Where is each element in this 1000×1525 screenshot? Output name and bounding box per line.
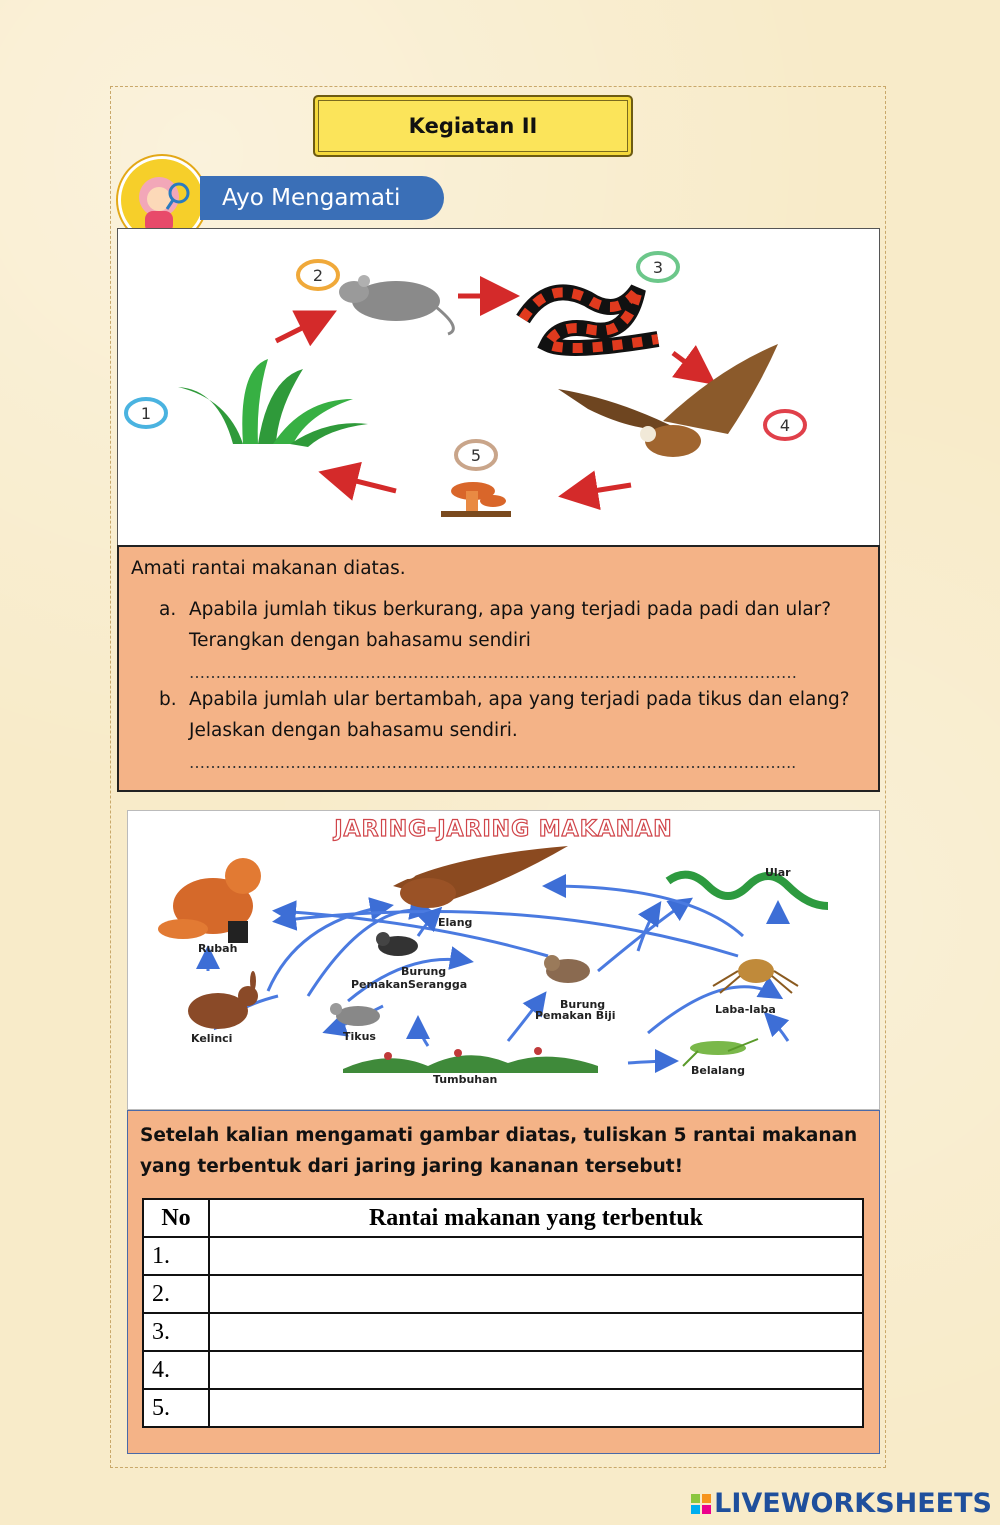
food-web-panel xyxy=(127,810,880,1110)
question-1b-line1: Apabila jumlah ular bertambah, apa yang terjadi pada tikus dan elang? xyxy=(189,689,850,710)
ayo-mengamati-banner: Ayo Mengamati xyxy=(200,176,444,220)
table-row xyxy=(143,1351,863,1389)
row-number: 4. xyxy=(143,1351,209,1389)
label-tumbuhan: Tumbuhan xyxy=(433,1073,498,1086)
brand-text: LIVEWORKSHEETS xyxy=(714,1488,992,1519)
table-row xyxy=(143,1237,863,1275)
question-1b xyxy=(159,689,850,710)
plants-illustration xyxy=(343,1047,598,1073)
badge-5 xyxy=(456,441,496,469)
label-burung-biji-2: Pemakan Biji xyxy=(535,1009,616,1022)
svg-text:1: 1 xyxy=(140,404,152,423)
mouse-illustration-web xyxy=(330,1003,380,1026)
question-2-text: Setelah kalian mengamati gambar diatas, tuliskan 5 rantai makanan yang terbentuk dari jaring jaring kananan tersebut! xyxy=(140,1125,858,1177)
liveworksheets-icon xyxy=(691,1494,711,1514)
badge-2 xyxy=(298,261,338,289)
label-laba-laba: Laba-laba xyxy=(715,1003,776,1016)
row-number: 3. xyxy=(143,1313,209,1351)
badge-4 xyxy=(765,411,805,439)
grasshopper-illustration xyxy=(683,1039,758,1066)
question-2-box xyxy=(127,1110,880,1454)
arrow-1-2 xyxy=(276,315,328,341)
label-ular: Ular xyxy=(765,866,791,879)
insectivore-bird-illustration xyxy=(376,932,418,956)
col-header-no: No xyxy=(143,1199,209,1237)
label-burung-biji-1: Burung xyxy=(560,998,606,1011)
food-web-arrows xyxy=(208,886,788,1063)
fox-illustration xyxy=(158,858,261,943)
table-row xyxy=(143,1275,863,1313)
mouse-illustration xyxy=(339,275,453,334)
answer-cell-4[interactable] xyxy=(209,1351,863,1389)
question-1b-marker: b. xyxy=(159,689,177,710)
row-number: 1. xyxy=(143,1237,209,1275)
snake-illustration xyxy=(523,289,658,348)
question-1a-marker: a. xyxy=(159,599,177,620)
liveworksheets-logo xyxy=(691,1488,992,1519)
answer-cell-3[interactable] xyxy=(209,1313,863,1351)
food-chain-panel xyxy=(117,228,880,546)
table-row xyxy=(143,1313,863,1351)
answer-cell-1[interactable] xyxy=(209,1237,863,1275)
answer-cell-2[interactable] xyxy=(209,1275,863,1313)
label-belalang: Belalang xyxy=(691,1064,745,1077)
question-1-box xyxy=(117,545,880,792)
svg-text:3: 3 xyxy=(652,258,664,277)
rabbit-illustration xyxy=(188,971,258,1029)
arrow-5-1 xyxy=(328,474,396,491)
answer-field-a[interactable]: …………………………………………………………………………………………………… xyxy=(189,663,797,682)
question-1-intro: Amati rantai makanan diatas. xyxy=(131,558,406,579)
food-web-title: JARING-JARING MAKANAN xyxy=(334,817,673,842)
eagle-illustration xyxy=(558,344,778,457)
arrow-3-4 xyxy=(673,353,708,379)
arrow-4-5 xyxy=(568,485,631,495)
svg-text:5: 5 xyxy=(470,446,482,465)
row-number: 5. xyxy=(143,1389,209,1427)
answer-field-b[interactable]: …………………………………………………………………………………………………... xyxy=(189,753,797,772)
label-burung-serangga-1: Burung xyxy=(401,965,447,978)
seed-bird-illustration xyxy=(544,955,590,983)
table-header-row xyxy=(143,1199,863,1237)
svg-text:2: 2 xyxy=(312,266,324,285)
badge-1 xyxy=(126,399,166,427)
grass-illustration xyxy=(178,359,368,447)
svg-text:4: 4 xyxy=(779,416,791,435)
question-1b-line2: Jelaskan dengan bahasamu sendiri. xyxy=(189,720,518,741)
table-row xyxy=(143,1389,863,1427)
label-elang: Elang xyxy=(438,916,473,929)
label-burung-serangga-2: PemakanSerangga xyxy=(351,978,468,991)
label-rubah: Rubah xyxy=(198,942,238,955)
question-1a-line1: Apabila jumlah tikus berkurang, apa yang terjadi pada padi dan ular? xyxy=(189,599,832,620)
eagle-illustration-web xyxy=(393,846,568,908)
mushroom-illustration xyxy=(441,482,511,517)
food-chain-table xyxy=(142,1198,864,1428)
badge-3 xyxy=(638,253,678,281)
answer-cell-5[interactable] xyxy=(209,1389,863,1427)
snake-illustration-web xyxy=(668,875,828,906)
question-1a xyxy=(159,599,831,620)
col-header-chain: Rantai makanan yang terbentuk xyxy=(209,1199,863,1237)
row-number: 2. xyxy=(143,1275,209,1313)
label-tikus: Tikus xyxy=(343,1030,376,1043)
label-kelinci: Kelinci xyxy=(191,1032,233,1045)
activity-title: Kegiatan II xyxy=(313,95,633,157)
question-1a-line2: Terangkan dengan bahasamu sendiri xyxy=(189,630,531,651)
